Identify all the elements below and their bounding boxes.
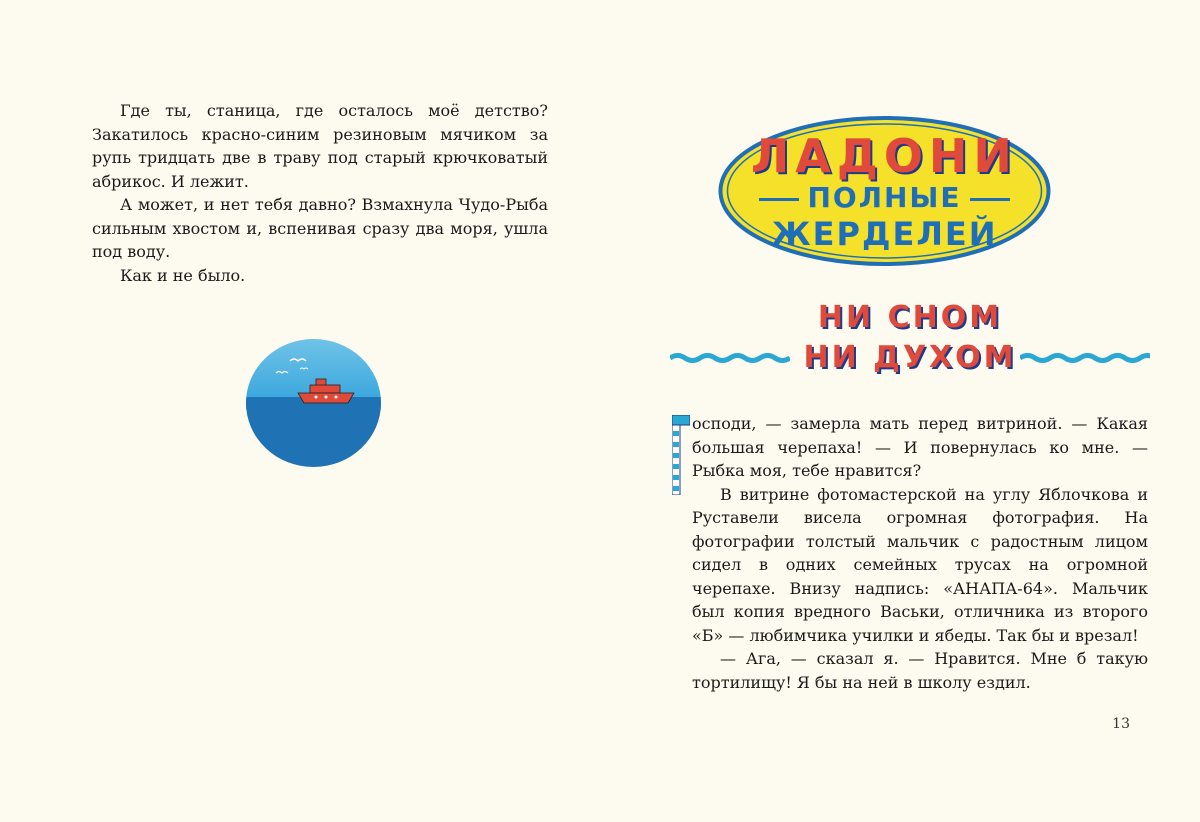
right-paragraph: — Ага, — сказал я. — Нравится. Мне б такую тортилищу! Я бы на ней в школу ездил. [692,649,1148,692]
left-text [92,99,548,287]
left-paragraph: Как и не было. [120,265,246,285]
left-paragraph: А может, и нет тебя давно? Взмахнула Чудо-Рыба сильным хвостом и, вспенивая сразу два моря, ушла под воду. [92,195,548,261]
book-title-line2: ПОЛНЫЕ [717,181,1052,214]
page-number: 13 [1112,716,1130,732]
chapter-title-line1: НИ СНОМ [817,300,1003,335]
book-title-oval [717,115,1052,267]
right-page [600,0,1200,822]
right-paragraph: осподи, — замерла мать перед витриной. — Какая большая черепаха! — И повернулась ко мне. — Рыбка моя, тебе нравится? [692,414,1148,480]
dropcap-icon [672,415,690,495]
left-paragraph: Где ты, станица, где осталось моё детство? Закатилось красно-синим резиновым мячиком за рупь тридцать две в траву под старый крючковатый абрикос. И лежит. [92,101,548,191]
chapter-title-line2: НИ ДУХОМ [803,340,1017,375]
chapter-title [670,300,1150,382]
right-text [692,412,1148,694]
right-paragraph: В витрине фотомастерской на углу Яблочкова и Руставели висела огромная фотография. На фотографии толстый мальчик с радостным лицом сидел в одних семейных трусах на огромной черепахе. Внизу надпись: «АНАПА-64». Мальчик был копия вредного Васьки, отличника из второго «Б» — любимчика училки и ябеды. Так бы и врезал! [692,484,1148,645]
ship-illustration [246,339,381,467]
book-title-line3: ЖЕРДЕЛЕЙ [771,215,998,253]
book-title-line1: ЛАДОНИ [751,129,1018,183]
